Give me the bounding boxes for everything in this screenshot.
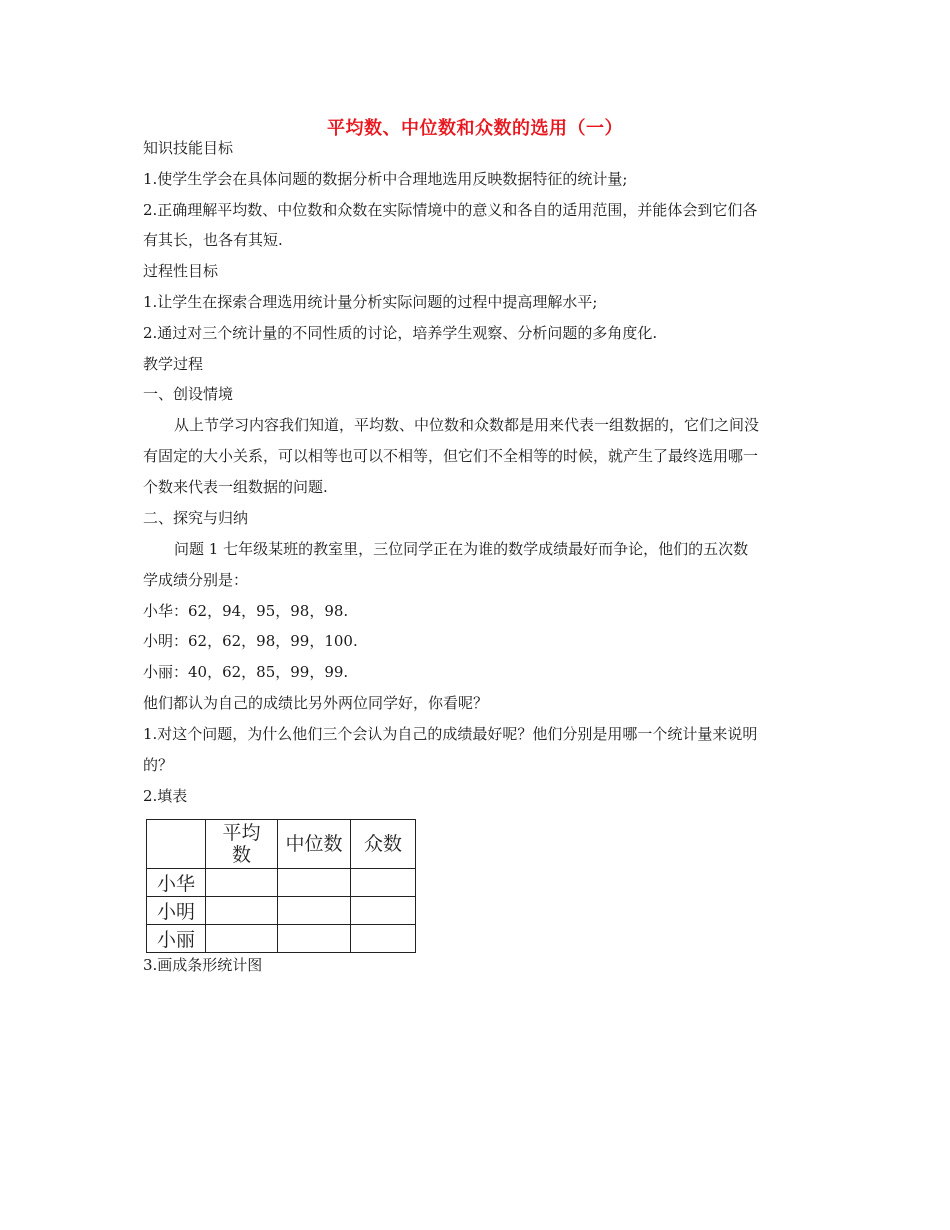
paragraph-line: 的？ [143, 756, 174, 774]
table-header-cell: 平均 数 [206, 820, 278, 869]
table-cell [206, 925, 278, 953]
table-cell [351, 869, 416, 897]
score-line-xiaoming: 小明：62，62，98，99，100. [143, 632, 358, 650]
paragraph-line: 2.填表 [143, 787, 188, 805]
heading-teaching-process: 教学过程 [143, 355, 204, 373]
table-header-cell: 众数 [351, 820, 416, 869]
section-heading: 一、创设情境 [143, 385, 234, 403]
table-cell [351, 897, 416, 925]
section-heading: 二、探究与归纳 [143, 509, 249, 527]
score-table [146, 819, 416, 953]
paragraph-line: 他们都认为自己的成绩比另外两位同学好，你看呢？ [143, 694, 489, 712]
heading-process-goals: 过程性目标 [143, 262, 219, 280]
table-row [147, 925, 416, 953]
paragraph-line: 2.通过对三个统计量的不同性质的讨论，培养学生观察、分析问题的多角度化. [143, 324, 658, 342]
paragraph-line: 个数来代表一组数据的问题. [143, 478, 328, 496]
table-header-cell: 中位数 [278, 820, 351, 869]
heading-knowledge-goals: 知识技能目标 [143, 139, 234, 157]
table-cell [206, 897, 278, 925]
table-header-cell [147, 820, 206, 869]
paragraph-line: 问题 1 七年级某班的教室里，三位同学正在为谁的数学成绩最好而争论，他们的五次数 [174, 540, 749, 558]
table-row [147, 897, 416, 925]
paragraph-line: 有其长，也各有其短. [143, 231, 283, 249]
paragraph-line: 1.让学生在探索合理选用统计量分析实际问题的过程中提高理解水平; [143, 293, 598, 311]
table-cell-name: 小华 [147, 869, 206, 897]
page-title: 平均数、中位数和众数的选用（一） [327, 118, 623, 139]
score-line-xiaoli: 小丽：40，62，85，99，99. [143, 663, 349, 681]
paragraph-line: 3.画成条形统计图 [143, 956, 263, 974]
paragraph-line: 学成绩分别是： [143, 571, 249, 589]
table-row [147, 869, 416, 897]
table-cell [351, 925, 416, 953]
table-cell-name: 小明 [147, 897, 206, 925]
score-line-xiaohua: 小华：62，94，95，98，98. [143, 602, 349, 620]
table-cell [278, 869, 351, 897]
paragraph-line: 有固定的大小关系，可以相等也可以不相等，但它们不全相等的时候，就产生了最终选用哪一 [143, 447, 759, 465]
table-header-row [147, 820, 416, 869]
table-cell-name: 小丽 [147, 925, 206, 953]
table-cell [278, 925, 351, 953]
paragraph-line: 1.使学生学会在具体问题的数据分析中合理地选用反映数据特征的统计量; [143, 170, 628, 188]
table-cell [206, 869, 278, 897]
paragraph-line: 1.对这个问题，为什么他们三个会认为自己的成绩最好呢？他们分别是用哪一个统计量来说明 [143, 725, 758, 743]
table-cell [278, 897, 351, 925]
paragraph-line: 从上节学习内容我们知道，平均数、中位数和众数都是用来代表一组数据的，它们之间没 [174, 416, 760, 434]
paragraph-line: 2.正确理解平均数、中位数和众数在实际情境中的意义和各自的适用范围，并能体会到它们各 [143, 201, 758, 219]
